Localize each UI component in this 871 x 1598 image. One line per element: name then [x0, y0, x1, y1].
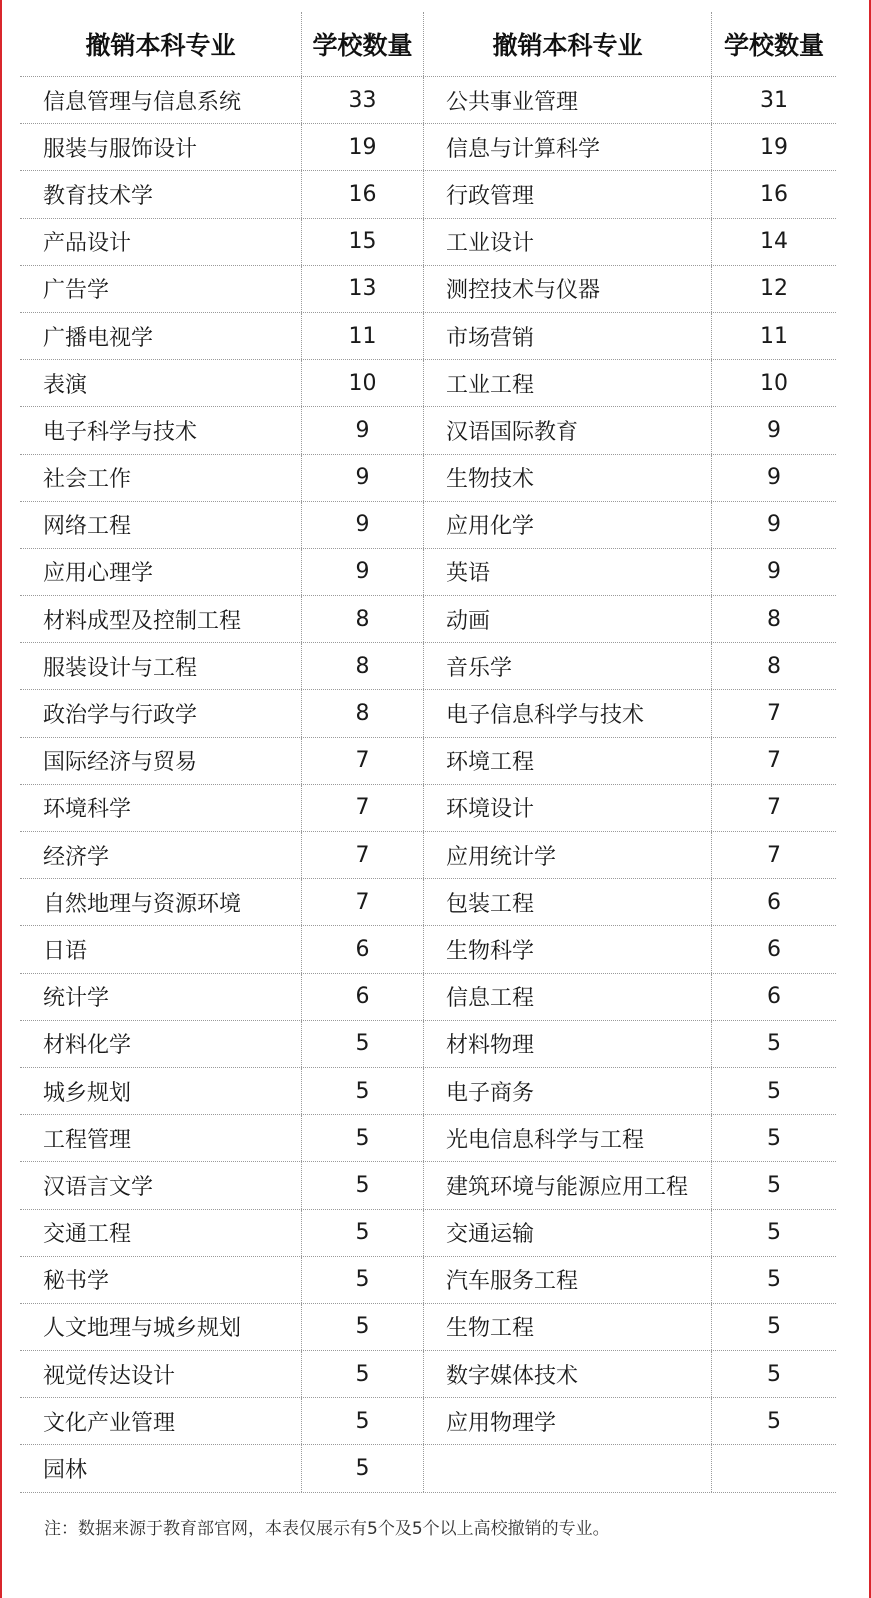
- major-name-cell: 表演: [43, 372, 88, 398]
- school-count-cell: 9: [711, 502, 836, 548]
- school-count-cell: 5: [301, 1304, 424, 1350]
- major-name-cell: 城乡规划: [43, 1080, 132, 1106]
- major-name-cell: 市场营销: [446, 325, 535, 351]
- table-row: [20, 1068, 836, 1115]
- school-count-cell: 5: [711, 1068, 836, 1114]
- table-row: [20, 1021, 836, 1068]
- table-row: [20, 266, 836, 313]
- major-name-cell: 信息与计算科学: [446, 136, 601, 162]
- major-name-cell: 日语: [43, 938, 88, 964]
- school-count-cell: 33: [301, 77, 424, 123]
- school-count-cell: 9: [301, 549, 424, 595]
- major-name-cell: 生物科学: [446, 938, 535, 964]
- major-name-cell: 网络工程: [43, 514, 132, 540]
- major-name-cell: 公共事业管理: [446, 89, 579, 115]
- major-name-cell: 广播电视学: [43, 325, 154, 351]
- table-row: [20, 974, 836, 1021]
- major-name-cell: 服装设计与工程: [43, 655, 198, 681]
- school-count-cell: 10: [711, 360, 836, 406]
- major-name-cell: 文化产业管理: [43, 1410, 176, 1436]
- major-name-cell: 建筑环境与能源应用工程: [446, 1174, 689, 1200]
- major-name-cell: 秘书学: [43, 1269, 110, 1295]
- major-name-cell: 视觉传达设计: [43, 1363, 176, 1389]
- school-count-cell: 7: [301, 785, 424, 831]
- table-row: [20, 1257, 836, 1304]
- table-row: [20, 124, 836, 171]
- major-name-cell: 包装工程: [446, 891, 535, 917]
- major-name-cell: 汽车服务工程: [446, 1269, 579, 1295]
- school-count-cell: 6: [301, 926, 424, 972]
- major-name-cell: 电子信息科学与技术: [446, 703, 645, 729]
- major-name-cell: 环境工程: [446, 750, 535, 776]
- school-count-cell: 8: [301, 690, 424, 736]
- table-row: [20, 643, 836, 690]
- major-name-cell: 产品设计: [43, 231, 132, 257]
- table-row: [20, 549, 836, 596]
- table-row: [20, 1398, 836, 1445]
- major-name-cell: 生物技术: [446, 467, 535, 493]
- major-name-cell: 人文地理与城乡规划: [43, 1316, 242, 1342]
- school-count-cell: 8: [301, 643, 424, 689]
- major-name-cell: 工业设计: [446, 231, 535, 257]
- table-header-row: [20, 12, 836, 77]
- school-count-cell: 19: [301, 124, 424, 170]
- school-count-cell: 16: [711, 171, 836, 217]
- major-name-cell: 动画: [446, 608, 491, 634]
- table-row: [20, 219, 836, 266]
- major-name-cell: 园林: [43, 1458, 88, 1484]
- school-count-cell: 7: [301, 879, 424, 925]
- header-major-right: 撤销本科专业: [492, 31, 643, 60]
- major-name-cell: 经济学: [43, 844, 110, 870]
- school-count-cell: 9: [301, 502, 424, 548]
- school-count-cell: 5: [301, 1068, 424, 1114]
- major-name-cell: 交通运输: [446, 1222, 535, 1248]
- school-count-cell: 8: [711, 596, 836, 642]
- school-count-cell: 19: [711, 124, 836, 170]
- school-count-cell: 5: [301, 1351, 424, 1397]
- major-name-cell: 国际经济与贸易: [43, 750, 198, 776]
- table-row: [20, 785, 836, 832]
- major-name-cell: 应用物理学: [446, 1410, 557, 1436]
- school-count-cell: 7: [711, 785, 836, 831]
- school-count-cell: 14: [711, 219, 836, 265]
- school-count-cell: 6: [711, 926, 836, 972]
- header-major-left: 撤销本科专业: [85, 31, 236, 60]
- major-name-cell: 社会工作: [43, 467, 132, 493]
- major-name-cell: 生物工程: [446, 1316, 535, 1342]
- school-count-cell: 9: [711, 407, 836, 453]
- school-count-cell: 5: [711, 1115, 836, 1161]
- table-row: [20, 1304, 836, 1351]
- major-name-cell: 电子商务: [446, 1080, 535, 1106]
- table-row: [20, 455, 836, 502]
- major-name-cell: 应用心理学: [43, 561, 154, 587]
- table-row: [20, 313, 836, 360]
- school-count-cell: 5: [301, 1257, 424, 1303]
- header-count-left: 学校数量: [301, 12, 424, 76]
- major-name-cell: 测控技术与仪器: [446, 278, 601, 304]
- school-count-cell: 13: [301, 266, 424, 312]
- major-name-cell: 行政管理: [446, 183, 535, 209]
- major-name-cell: 交通工程: [43, 1222, 132, 1248]
- major-name-cell: 汉语国际教育: [446, 419, 579, 445]
- table-row: [20, 738, 836, 785]
- major-name-cell: 光电信息科学与工程: [446, 1127, 645, 1153]
- major-name-cell: 材料化学: [43, 1033, 132, 1059]
- table-row: [20, 171, 836, 218]
- school-count-cell: 5: [301, 1210, 424, 1256]
- major-name-cell: 工程管理: [43, 1127, 132, 1153]
- major-name-cell: [424, 1445, 711, 1491]
- school-count-cell: 5: [301, 1445, 424, 1491]
- school-count-cell: 10: [301, 360, 424, 406]
- school-count-cell: 6: [301, 974, 424, 1020]
- major-name-cell: 信息工程: [446, 986, 535, 1012]
- table-row: [20, 1162, 836, 1209]
- school-count-cell: 11: [711, 313, 836, 359]
- table-row: [20, 77, 836, 124]
- school-count-cell: 5: [301, 1115, 424, 1161]
- major-name-cell: 英语: [446, 561, 491, 587]
- major-name-cell: 材料物理: [446, 1033, 535, 1059]
- school-count-cell: 5: [711, 1162, 836, 1208]
- school-count-cell: [711, 1445, 836, 1491]
- school-count-cell: 7: [301, 738, 424, 784]
- table-row: [20, 1351, 836, 1398]
- major-name-cell: 数字媒体技术: [446, 1363, 579, 1389]
- school-count-cell: 7: [711, 690, 836, 736]
- school-count-cell: 6: [711, 974, 836, 1020]
- major-name-cell: 统计学: [43, 986, 110, 1012]
- major-name-cell: 音乐学: [446, 655, 513, 681]
- major-name-cell: 电子科学与技术: [43, 419, 198, 445]
- school-count-cell: 8: [301, 596, 424, 642]
- major-name-cell: 汉语言文学: [43, 1174, 154, 1200]
- school-count-cell: 9: [711, 455, 836, 501]
- school-count-cell: 5: [301, 1398, 424, 1444]
- major-name-cell: 环境设计: [446, 797, 535, 823]
- major-name-cell: 服装与服饰设计: [43, 136, 198, 162]
- school-count-cell: 8: [711, 643, 836, 689]
- school-count-cell: 5: [711, 1257, 836, 1303]
- school-count-cell: 5: [711, 1304, 836, 1350]
- school-count-cell: 5: [301, 1162, 424, 1208]
- header-count-right: 学校数量: [711, 12, 836, 76]
- table-body: [20, 77, 836, 1493]
- major-name-cell: 教育技术学: [43, 183, 154, 209]
- major-name-cell: 应用化学: [446, 514, 535, 540]
- major-name-cell: 广告学: [43, 278, 110, 304]
- table-row: [20, 879, 836, 926]
- school-count-cell: 16: [301, 171, 424, 217]
- school-count-cell: 5: [711, 1210, 836, 1256]
- school-count-cell: 5: [711, 1351, 836, 1397]
- table-row: [20, 360, 836, 407]
- table-row: [20, 690, 836, 737]
- footnote: 注：数据来源于教育部官网，本表仅展示有5个及5个以上高校撤销的专业。: [44, 1519, 610, 1539]
- school-count-cell: 11: [301, 313, 424, 359]
- school-count-cell: 7: [301, 832, 424, 878]
- school-count-cell: 31: [711, 77, 836, 123]
- table-row: [20, 502, 836, 549]
- major-name-cell: 环境科学: [43, 797, 132, 823]
- school-count-cell: 7: [711, 832, 836, 878]
- table-row: [20, 407, 836, 454]
- table-row: [20, 926, 836, 973]
- school-count-cell: 12: [711, 266, 836, 312]
- major-name-cell: 自然地理与资源环境: [43, 891, 242, 917]
- table-row: [20, 832, 836, 879]
- major-name-cell: 政治学与行政学: [43, 703, 198, 729]
- school-count-cell: 5: [711, 1398, 836, 1444]
- school-count-cell: 15: [301, 219, 424, 265]
- major-name-cell: 信息管理与信息系统: [43, 89, 242, 115]
- table-row: [20, 596, 836, 643]
- table-row: [20, 1445, 836, 1492]
- school-count-cell: 5: [301, 1021, 424, 1067]
- major-name-cell: 材料成型及控制工程: [43, 608, 242, 634]
- major-name-cell: 应用统计学: [446, 844, 557, 870]
- left-red-border: [0, 0, 2, 1598]
- major-name-cell: 工业工程: [446, 372, 535, 398]
- table-row: [20, 1210, 836, 1257]
- school-count-cell: 6: [711, 879, 836, 925]
- school-count-cell: 9: [301, 407, 424, 453]
- school-count-cell: 9: [301, 455, 424, 501]
- table-row: [20, 1115, 836, 1162]
- school-count-cell: 9: [711, 549, 836, 595]
- school-count-cell: 7: [711, 738, 836, 784]
- school-count-cell: 5: [711, 1021, 836, 1067]
- revoked-majors-table: [20, 12, 836, 1493]
